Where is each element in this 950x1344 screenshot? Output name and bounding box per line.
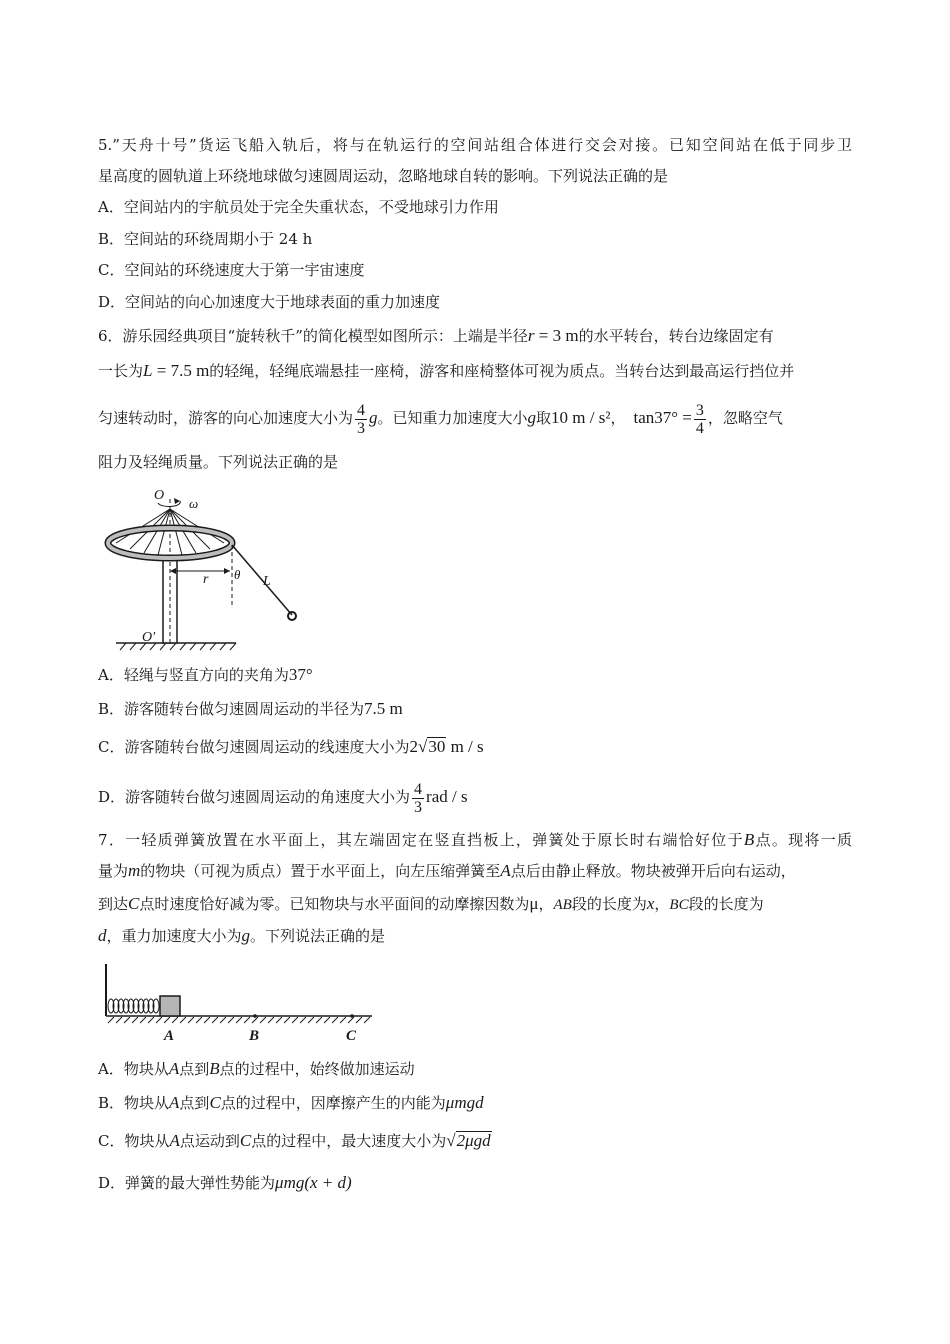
q6-stem-line2 [98, 360, 794, 382]
q7-text: 的物块（可视为质点）置于水平面上，向左压缩弹簧至 [140, 862, 501, 880]
q6-option-c-coef: 2 [409, 737, 418, 756]
q7-option-a-text: A．物块从 [98, 1060, 169, 1078]
q7-var-AB: AB [553, 897, 572, 913]
q7-var-m: m [128, 861, 141, 880]
q7-option-b-text: 点到 [179, 1094, 210, 1112]
q6-text: 的水平转台，转台边缘固定有 [578, 327, 774, 345]
q6-fig-label-theta: θ [234, 567, 241, 582]
q7-text: 段的长度为 [688, 895, 764, 913]
q7-var-C: C [209, 1093, 221, 1112]
q7-option-a-text: 点到 [179, 1060, 210, 1078]
q7-option-d-text: D．弹簧的最大弹性势能为 [98, 1174, 276, 1192]
q5-stem-line1: 5.”天舟十号”货运飞船入轨后，将与在轨运行的空间站组合体进行交会对接。已知空间站在低于同步卫 [98, 136, 852, 154]
q6-option-d-unit: rad / s [426, 787, 468, 806]
q5-option-a: A．空间站内的宇航员处于完全失重状态，不受地球引力作用 [98, 198, 499, 216]
q7-var-B: B [743, 830, 755, 849]
q7-text: ，重力加速度大小为 [106, 927, 242, 945]
q6-option-d-fraction: $\frac{4}{3}$ [414, 780, 423, 816]
q6-fraction-4-3: $\frac{4}{3}$ [357, 401, 366, 437]
q6-value-r: = 3 m [534, 326, 579, 345]
q5-stem-line2: 星高度的圆轨道上环绕地球做匀速圆周运动，忽略地球自转的影响。下列说法正确的是 [98, 167, 669, 185]
q6-option-d [98, 774, 468, 820]
q7-var-C: C [128, 894, 140, 913]
q7-text: 点时速度恰好减为零。已知物块与水平面间的动摩擦因数为 [139, 895, 530, 913]
q7-option-a-text: 点的过程中，始终做加速运动 [219, 1060, 415, 1078]
q7-var-A: A [168, 1059, 180, 1078]
q7-var-d: d [98, 926, 107, 945]
q7-text: 到达 [98, 895, 129, 913]
q7-stem-line1 [98, 829, 852, 851]
q6-text: 6．游乐园经典项目“旋转秋千”的简化模型如图所示：上端是半径 [98, 327, 528, 345]
q6-fig-label-omega: ω [189, 496, 199, 511]
q6-fig-label-O: O [154, 488, 165, 503]
q7-var-g: g [241, 926, 251, 945]
q7-option-d [98, 1172, 352, 1194]
q7-option-c-text: C．物块从 [98, 1132, 170, 1150]
q6-value-L: = 7.5 m [152, 361, 210, 380]
q7-option-b-text: 点的过程中，因摩擦产生的内能为 [220, 1094, 446, 1112]
q6-fig-label-r: r [203, 572, 209, 587]
q6-stem-line1 [98, 325, 774, 347]
q6-option-a-value: 37° [288, 665, 313, 684]
q7-var-x: x [646, 894, 655, 913]
q7-option-c-text: 点运动到 [179, 1132, 240, 1150]
q7-text: 段的长度为 [571, 895, 647, 913]
q6-text: 取 [536, 409, 552, 427]
q7-fig-label-A: A [164, 1028, 175, 1044]
q6-option-d-text: D．游客随转台做匀速圆周运动的角速度大小为 [98, 788, 411, 806]
q6-stem-line4: 阻力及轻绳质量。下列说法正确的是 [98, 453, 339, 471]
q6-fig-label-O-prime: O′ [142, 630, 156, 645]
q6-option-c: C．游客随转台做匀速圆周运动的线速度大小为2√30 m / s [98, 737, 484, 756]
q7-text: 量为 [98, 862, 129, 880]
q6-text: 匀速转动时，游客的向心加速度大小为 [98, 409, 354, 427]
q7-var-A: A [500, 861, 511, 880]
q7-option-c-value: 2μgd [456, 1131, 491, 1150]
q7-var-B: B [209, 1059, 220, 1078]
q6-var-L: L [143, 361, 153, 380]
q7-option-c-text: 点的过程中，最大速度大小为 [251, 1132, 447, 1150]
q6-stem-line3 [98, 395, 783, 441]
q6-fraction-3-4: $\frac{3}{4}$ [695, 401, 704, 437]
q7-text: 点后由静止释放。物块被弹开后向右运动， [510, 862, 796, 880]
q7-stem-line3 [98, 893, 764, 916]
q7-option-b-value: μmgd [445, 1093, 484, 1112]
q7-text: 7．一轻质弹簧放置在水平面上，其左端固定在竖直挡板上，弹簧处于原长时右端恰好位于 [98, 831, 744, 849]
q6-option-c-unit: m / s [446, 737, 484, 756]
q7-text: ， [538, 895, 554, 913]
q7-fig-label-C: C [346, 1028, 357, 1044]
q6-option-c-radicand: 30 [428, 737, 446, 756]
q7-text: ， [654, 895, 670, 913]
q6-option-a-text: A．轻绳与竖直方向的夹角为 [98, 666, 289, 684]
q7-text: 点。现将一质 [754, 831, 852, 849]
q7-stem-line2 [98, 860, 796, 882]
q7-option-d-paren: (x + d) [304, 1173, 352, 1192]
q7-var-A: A [169, 1093, 180, 1112]
q7-fig-label-B: B [249, 1028, 260, 1044]
q7-var-BC: BC [669, 897, 689, 913]
q6-swing-figure [96, 487, 316, 652]
q7-var-C: C [239, 1131, 252, 1150]
q6-var-g: g [527, 408, 537, 427]
q6-text: 的轻绳，轻绳底端悬挂一座椅，游客和座椅整体可视为质点。当转台达到最高运行挡位并 [209, 362, 795, 380]
q7-option-b-text: B．物块从 [98, 1094, 170, 1112]
q6-option-a [98, 664, 313, 686]
q6-var-r: r [527, 326, 535, 345]
q5-option-b: B．空间站的环绕周期小于 24 h [98, 230, 313, 248]
q7-stem-line4 [98, 925, 385, 947]
q6-option-b-value: 7.5 m [364, 699, 403, 718]
q6-tan37: tan37° = [633, 408, 692, 427]
q6-text: ，忽略空气 [707, 409, 783, 427]
q7-option-d-value: μmg [275, 1173, 305, 1192]
q7-option-b [98, 1092, 484, 1114]
q6-value-g: 10 m / s² [551, 408, 611, 427]
q6-var-g: g [369, 408, 378, 427]
q6-text: 一长为 [98, 362, 144, 380]
q5-option-d: D．空间站的向心加速度大于地球表面的重力加速度 [98, 293, 441, 311]
q6-text: 。已知重力加速度大小 [377, 409, 528, 427]
q6-fig-label-L: L [263, 574, 271, 589]
q7-var-mu: μ [529, 894, 539, 913]
q5-option-c: C．空间站的环绕速度大于第一宇宙速度 [98, 261, 365, 279]
q7-option-a [98, 1058, 415, 1080]
q7-spring-figure [100, 960, 380, 1046]
q7-text: 。下列说法正确的是 [250, 927, 386, 945]
q7-option-c: C．物块从A点运动到C点的过程中，最大速度大小为√2μgd [98, 1131, 491, 1150]
q6-option-b [98, 698, 403, 720]
q6-text: ， [610, 409, 626, 427]
q7-var-A: A [169, 1131, 180, 1150]
q6-option-b-text: B．游客随转台做匀速圆周运动的半径为 [98, 700, 365, 718]
q6-option-c-text: C．游客随转台做匀速圆周运动的线速度大小为 [98, 738, 410, 756]
